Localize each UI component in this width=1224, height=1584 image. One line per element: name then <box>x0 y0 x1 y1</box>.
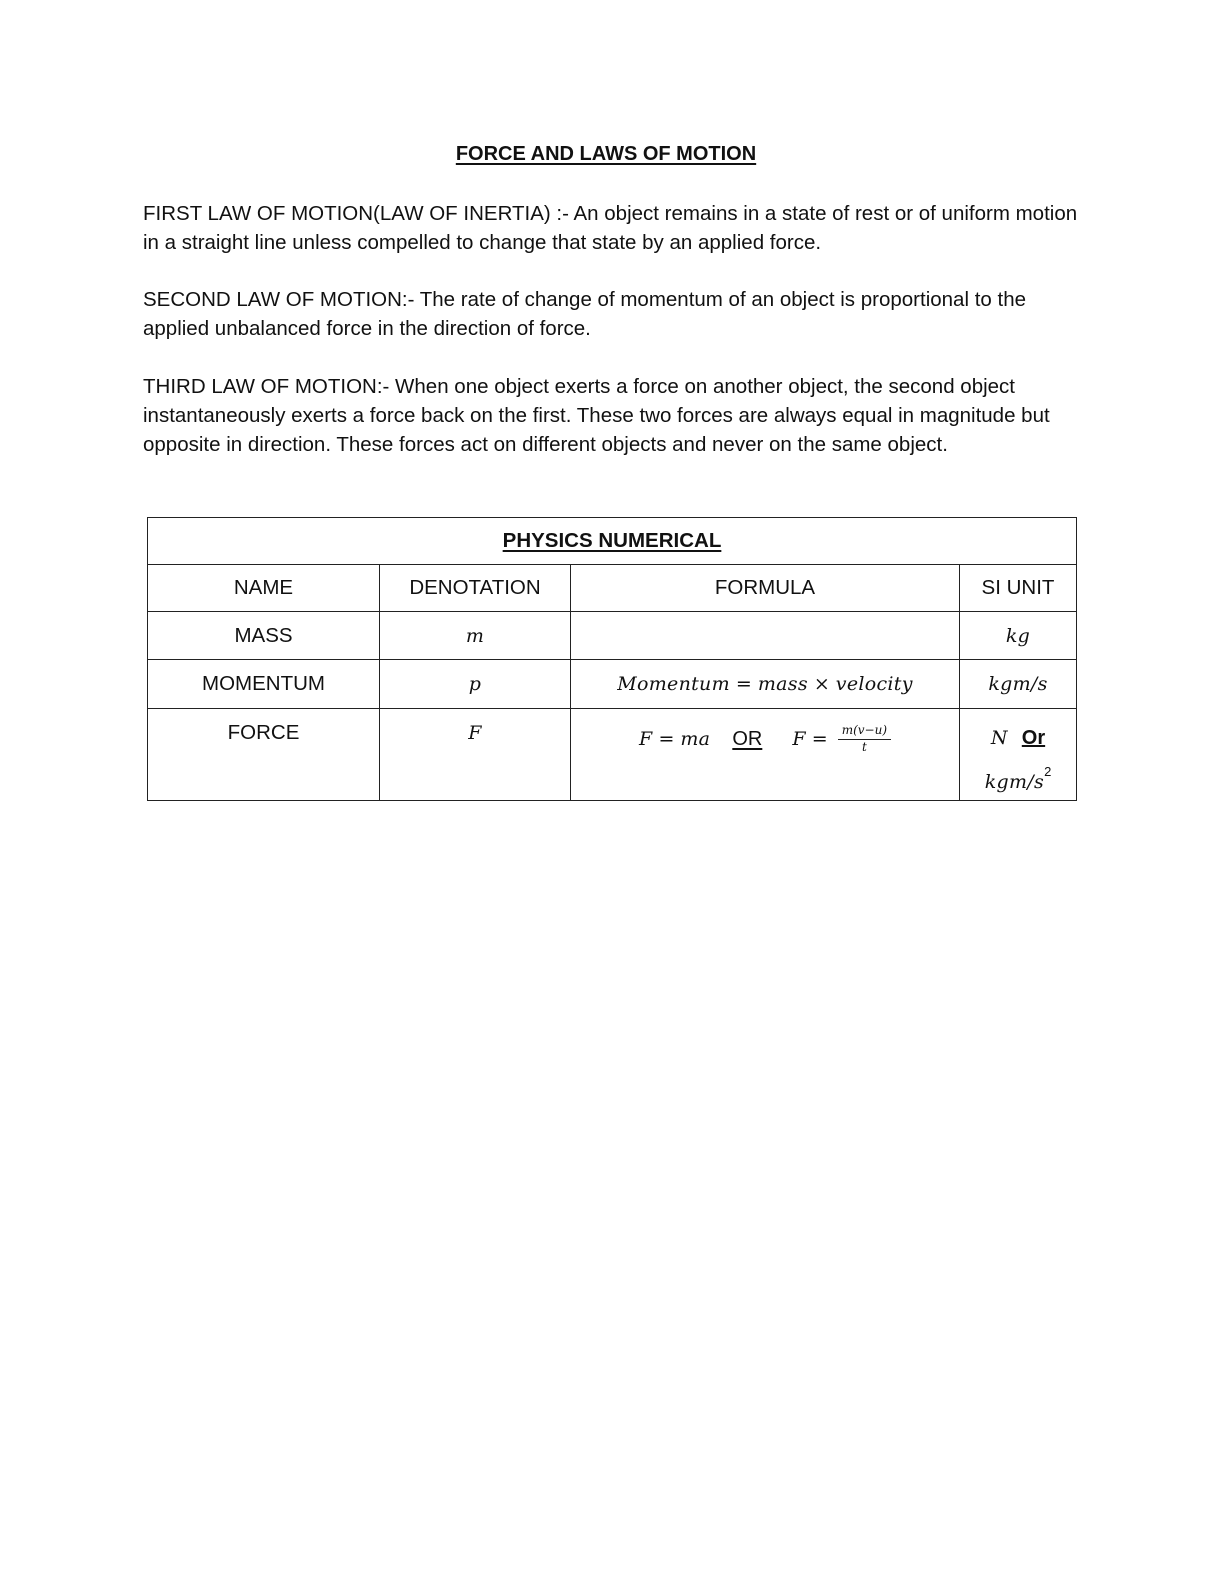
force-formula-group <box>571 709 959 755</box>
header-denotation: DENOTATION <box>380 565 571 612</box>
force-formula <box>571 709 960 801</box>
page-title: FORCE AND LAWS OF MOTION <box>455 143 757 165</box>
momentum-formula-times: × <box>813 673 830 695</box>
momentum-unit <box>960 660 1077 709</box>
force-fraction-numerator: m(v−u) <box>838 723 891 740</box>
third-law-paragraph: THIRD LAW OF MOTION:- When one object exerts a force on another object, the second object instantaneously exerts a force back on the first. These two forces are always equal in magnitude but opposite in direction. These forces act on different objects and never on the same object. <box>143 375 1050 456</box>
force-unit-newton: N <box>990 727 1008 749</box>
table-caption <box>148 518 1077 565</box>
momentum-formula-lhs: Momentum <box>617 673 730 695</box>
momentum-formula-mass: mass <box>757 673 808 695</box>
mass-unit-text: kg <box>1005 624 1031 647</box>
mass-unit <box>960 612 1077 660</box>
force-unit-group <box>960 709 1076 799</box>
force-formula2-eq: = <box>811 728 828 750</box>
header-name: NAME <box>148 565 380 612</box>
momentum-symbol: p <box>468 673 482 695</box>
momentum-formula-eq: = <box>735 673 752 695</box>
physics-numerical-table <box>147 517 1077 801</box>
first-law-paragraph: FIRST LAW OF MOTION(LAW OF INERTIA) :- An object remains in a state of rest or of uniform motion in a straight line unless compelled to change that state by an applied force. <box>143 202 1078 254</box>
force-unit <box>960 709 1077 801</box>
force-fraction-denominator: t <box>861 740 867 754</box>
force-formula2-lhs: F <box>792 728 806 750</box>
table-caption-text: PHYSICS NUMERICAL <box>502 529 722 552</box>
mass-symbol: m <box>465 624 485 647</box>
force-fraction <box>838 723 891 755</box>
mass-name: MASS <box>148 612 380 660</box>
table-row-force <box>148 709 1077 801</box>
mass-denotation <box>380 612 571 660</box>
force-unit-or: Or <box>1021 727 1046 749</box>
header-formula: FORMULA <box>571 565 960 612</box>
force-denotation <box>380 709 571 801</box>
table-row-momentum <box>148 660 1077 709</box>
mass-formula <box>571 612 960 660</box>
momentum-unit-text: kgm/s <box>988 673 1048 695</box>
force-formula-or: OR <box>732 727 763 750</box>
force-name: FORCE <box>148 709 380 801</box>
force-formula1-lhs: F <box>638 728 653 750</box>
table-row-mass <box>148 612 1077 660</box>
force-formula1-rhs: ma <box>680 728 711 750</box>
header-si-unit: SI UNIT <box>960 565 1077 612</box>
momentum-formula <box>571 660 960 709</box>
momentum-name: MOMENTUM <box>148 660 380 709</box>
table-header-row <box>148 565 1077 612</box>
force-unit-alt: kgm/s <box>984 771 1045 793</box>
momentum-formula-velocity: velocity <box>835 673 913 695</box>
force-symbol: F <box>468 722 482 744</box>
momentum-denotation <box>380 660 571 709</box>
second-law-paragraph: SECOND LAW OF MOTION:- The rate of change of momentum of an object is proportional to the applied unbalanced force in the direction of force. <box>143 288 1027 340</box>
force-formula1-eq: = <box>658 728 675 750</box>
force-unit-exponent: 2 <box>1044 764 1052 779</box>
